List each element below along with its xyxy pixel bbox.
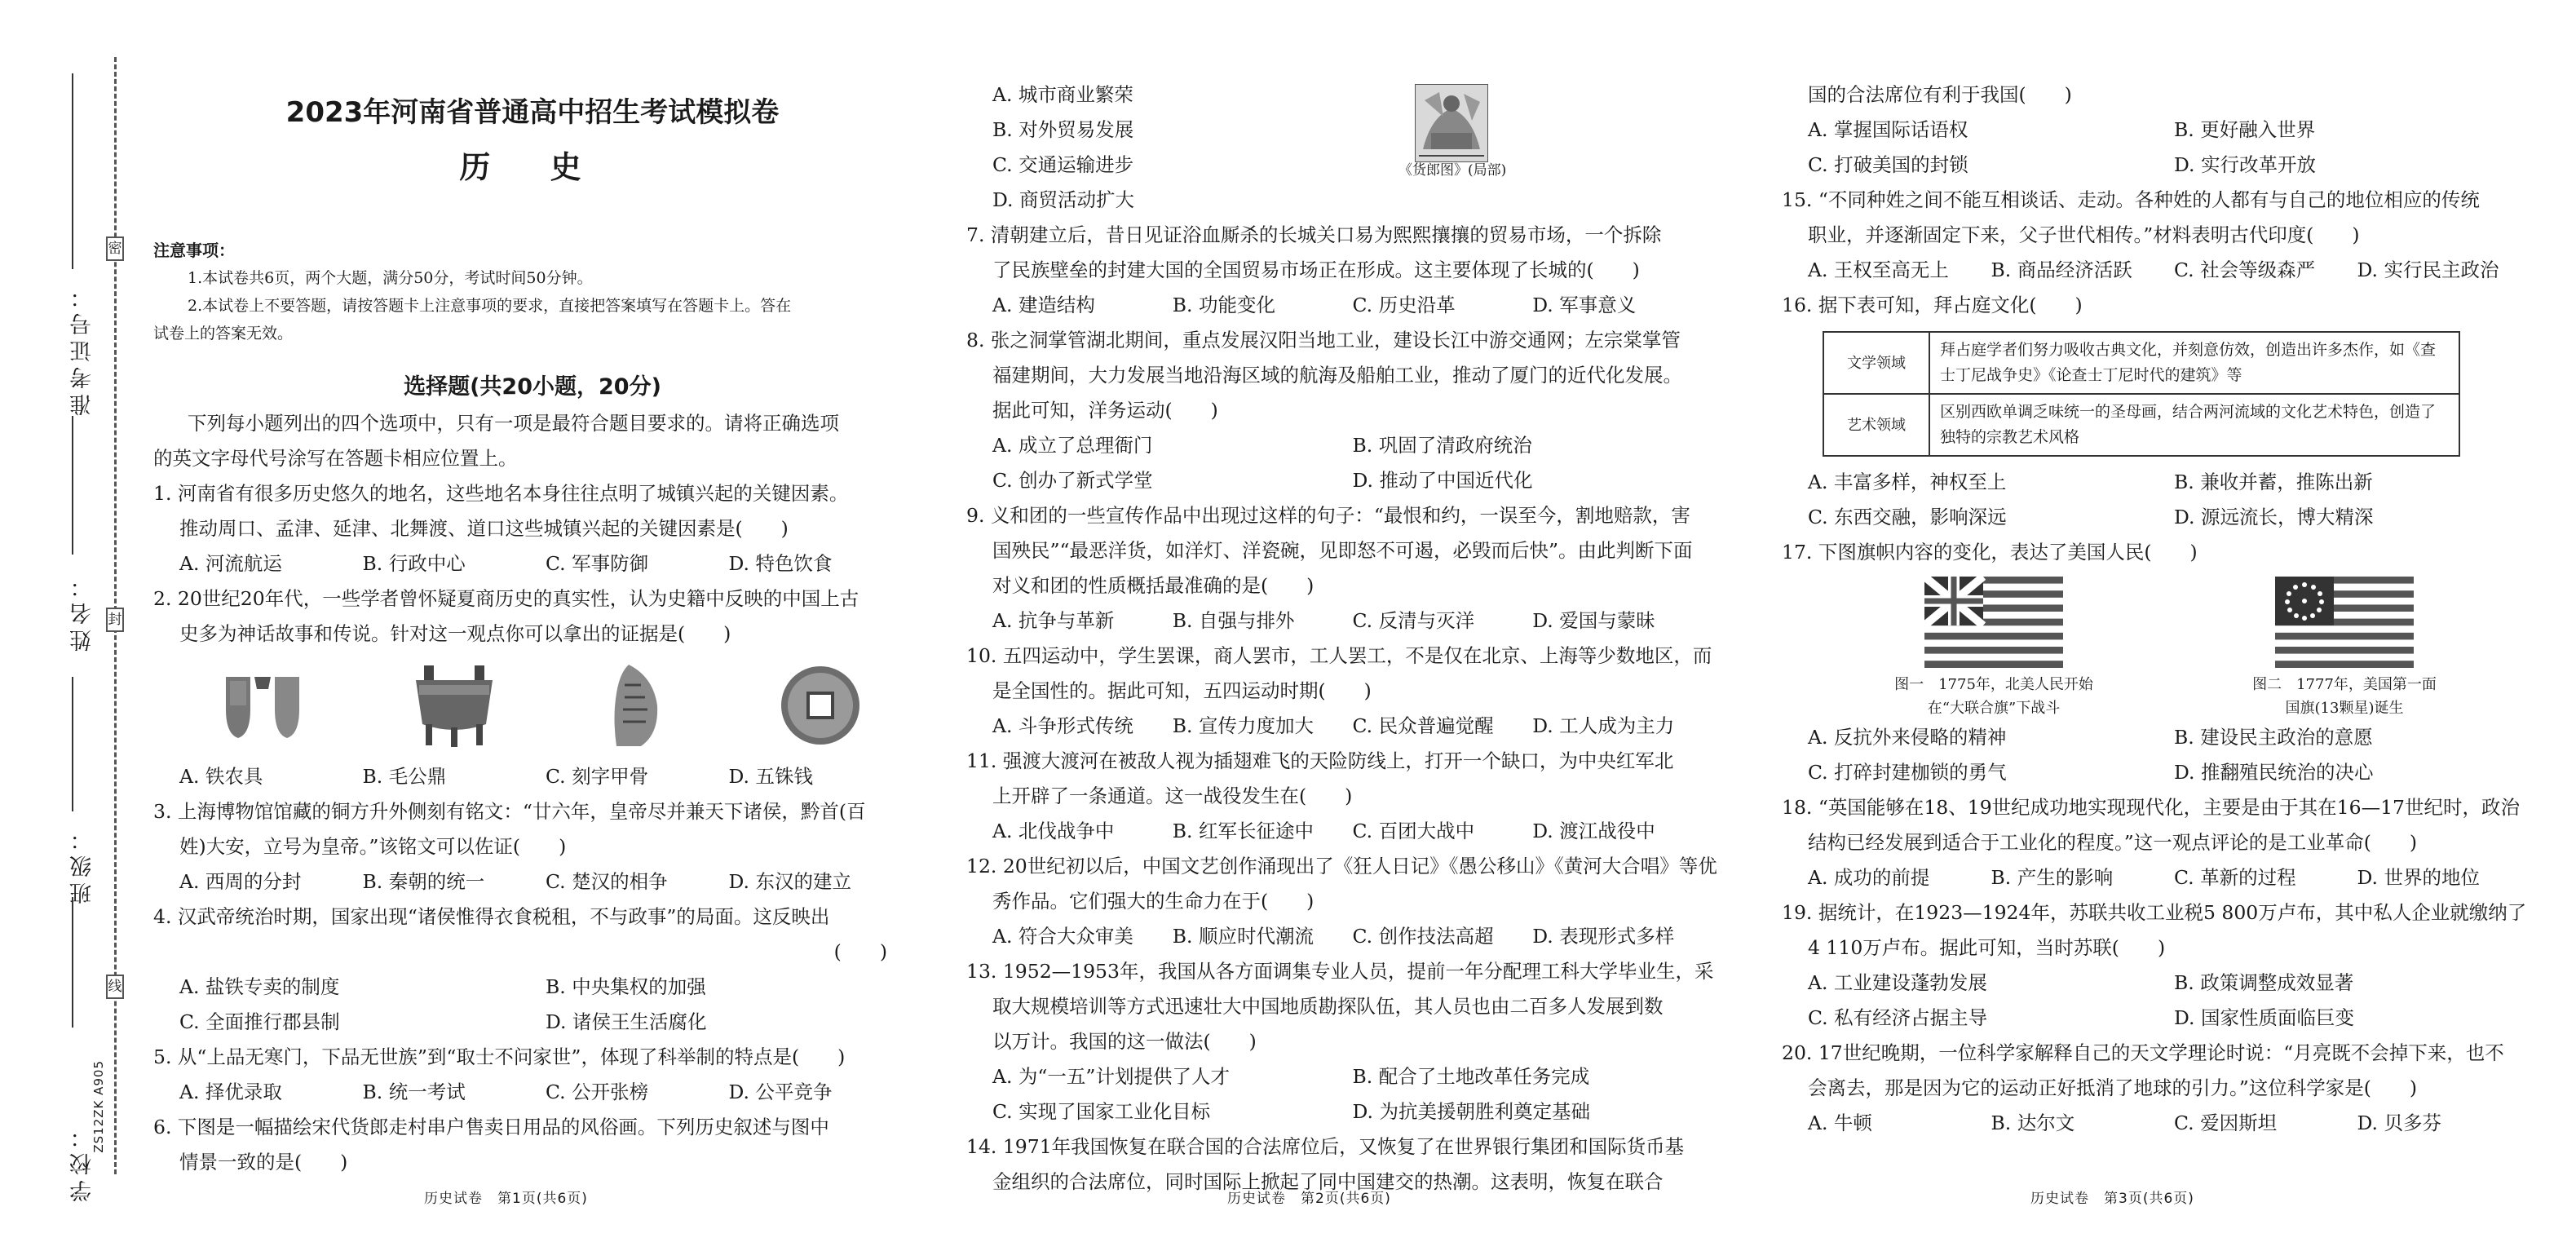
question-stem: 史多为神话故事和传说。针对这一观点你可以拿出的证据是( ) xyxy=(179,622,731,645)
question-9 xyxy=(966,498,1712,639)
option-b[interactable]: B. 毛公鼎 xyxy=(362,765,447,788)
option-a[interactable]: A. 抗争与革新 xyxy=(992,609,1115,632)
question-stem: 职业，并逐渐固定下来，父子世代相传。”材料表明古代印度( ) xyxy=(1808,223,2360,246)
figure-caption: 国旗(13颗星)诞生 xyxy=(2285,700,2404,717)
option-c[interactable]: C. 楚汉的相争 xyxy=(546,870,668,893)
byzantine-culture-table xyxy=(1823,331,2460,457)
option-b[interactable]: B. 中央集权的加强 xyxy=(546,975,706,998)
option-c[interactable]: C. 东西交融，影响深远 xyxy=(1808,506,2007,528)
exam-number-label: 准考证号： xyxy=(70,281,95,416)
option-d[interactable]: D. 商贸活动扩大 xyxy=(992,188,1134,211)
option-d[interactable]: D. 推动了中国近代化 xyxy=(1352,469,1533,492)
notice-item: 2.本试卷上不要答题，请按答题卡上注意事项的要求，直接把答案填写在答题卡上。答在 xyxy=(188,297,792,315)
question-stem: 19. 据统计，在1923—1924年，苏联共收工业税5 800万卢布，其中私人企业就缴纳了 xyxy=(1782,901,2527,924)
question-stem: 据此可知，洋务运动( ) xyxy=(992,399,1218,422)
question-stem: 2. 20世纪20年代，一些学者曾怀疑夏商历史的真实性，认为史籍中反映的中国上古 xyxy=(153,587,859,610)
question-stem: 国的合法席位有利于我国( ) xyxy=(1808,83,2072,106)
option-b[interactable]: B. 建设民主政治的意愿 xyxy=(2174,726,2373,749)
option-d[interactable]: D. 公平竞争 xyxy=(728,1081,833,1103)
question-11 xyxy=(966,744,1712,849)
option-a[interactable]: A. 铁农具 xyxy=(179,765,263,788)
figure-thirteen-star-flag xyxy=(2222,577,2467,720)
question-16 xyxy=(1782,288,2540,535)
option-a[interactable]: A. 盐铁专卖的制度 xyxy=(179,975,340,998)
question-stem: 11. 强渡大渡河在被敌人视为插翅难飞的天险防线上，打开一个缺口，为中央红军北 xyxy=(966,749,1674,772)
question-stem: 20. 17世纪晚期，一位科学家解释自己的天文学理论时说：“月亮既不会掉下来，也不 xyxy=(1782,1041,2504,1064)
instructions: 下列每小题列出的四个选项中，只有一项是最符合题目要求的。请将正确选项 xyxy=(188,412,839,435)
option-a[interactable]: A. 掌握国际话语权 xyxy=(1808,118,1968,141)
option-d[interactable]: D. 源远流长，博大精深 xyxy=(2174,506,2374,528)
school-label: 学校： xyxy=(70,1121,95,1202)
option-a[interactable]: A. 牛顿 xyxy=(1808,1112,1872,1134)
option-a[interactable]: A. 工业建设蓬勃发展 xyxy=(1808,971,1987,994)
option-b[interactable]: B. 兼收并蓄，推陈出新 xyxy=(2174,471,2373,493)
paper-code: ZS12ZK A905 xyxy=(91,1060,106,1153)
class-field[interactable] xyxy=(72,677,73,811)
option-b[interactable]: B. 红军长征途中 xyxy=(1172,820,1314,842)
question-stem: 8. 张之洞掌管湖北期间，重点发展汉阳当地工业，建设长江中游交通网；左宗棠掌管 xyxy=(966,329,1681,351)
option-a[interactable]: A. 河流航运 xyxy=(179,552,282,575)
instructions: 的英文字母代号涂写在答题卡相应位置上。 xyxy=(153,447,518,470)
question-stem: 14. 1971年我国恢复在联合国的合法席位后，又恢复了在世界银行集团和国际货币基 xyxy=(966,1135,1685,1158)
option-b[interactable]: B. 更好融入世界 xyxy=(2174,118,2316,141)
question-stem: 对义和团的性质概括最准确的是( ) xyxy=(992,574,1315,597)
question-stem: 16. 据下表可知，拜占庭文化( ) xyxy=(1782,294,2083,316)
option-c[interactable]: C. 反清与灭洋 xyxy=(1352,609,1475,632)
question-stem: 17. 下图旗帜内容的变化，表达了美国人民( ) xyxy=(1782,541,2198,564)
painting-caption: 《货郎图》(局部) xyxy=(1398,162,1507,179)
option-a[interactable]: A. 择优录取 xyxy=(179,1081,282,1103)
seal-marker-mi: 密 xyxy=(106,236,124,261)
question-stem: 结构已经发展到适合于工业化的程度。”这一观点评论的是工业革命( ) xyxy=(1808,831,2418,854)
option-a[interactable]: A. 城市商业繁荣 xyxy=(992,83,1133,106)
wuzhu-coin-image xyxy=(767,661,873,750)
option-a[interactable]: A. 北伐战争中 xyxy=(992,820,1115,842)
thirteen-star-flag-image xyxy=(2275,577,2414,668)
table-row xyxy=(1823,332,2459,394)
question-stem: 13. 1952—1953年，我国从各方面调集专业人员，提前一年分配理工科大学毕业生，采 xyxy=(966,960,1714,983)
option-d[interactable]: D. 诸侯王生活腐化 xyxy=(546,1010,707,1033)
question-stem: 4 110万卢布。据此可知，当时苏联( ) xyxy=(1808,936,2166,959)
option-c[interactable]: C. 交通运输进步 xyxy=(992,153,1134,176)
option-d[interactable]: D. 表现形式多样 xyxy=(1532,925,1675,948)
question-20 xyxy=(1782,1036,2540,1141)
option-d[interactable]: D. 为抗美援朝胜利奠定基础 xyxy=(1352,1100,1590,1123)
iron-tool-image xyxy=(218,661,324,750)
question-stem: 6. 下图是一幅描绘宋代货郎走村串户售卖日用品的风俗画。下列历史叙述与图中 xyxy=(153,1116,829,1138)
option-d[interactable]: D. 五铢钱 xyxy=(728,765,813,788)
option-c[interactable]: C. 爱因斯坦 xyxy=(2174,1112,2278,1134)
option-c[interactable]: C. 百团大战中 xyxy=(1352,820,1475,842)
option-b[interactable]: B. 行政中心 xyxy=(362,552,466,575)
name-label: 姓名： xyxy=(70,571,95,652)
question-stem: 国殃民”“最恶洋货，如洋灯、洋瓷碗，见即怒不可遏，必毁而后快”。由此判断下面 xyxy=(992,539,1693,562)
option-a[interactable]: A. 反抗外来侵略的精神 xyxy=(1808,726,2007,749)
option-b[interactable]: B. 秦朝的统一 xyxy=(362,870,485,893)
option-a[interactable]: A. 成功的前提 xyxy=(1808,866,1930,889)
option-c[interactable]: C. 刻字甲骨 xyxy=(546,765,649,788)
question-stem: 上开辟了一条通道。这一战役发生在( ) xyxy=(992,785,1353,807)
table-cell-key: 艺术领域 xyxy=(1823,394,1929,456)
question-8 xyxy=(966,323,1712,498)
page-3 xyxy=(1782,77,2540,1141)
option-c[interactable]: C. 私有经济占据主导 xyxy=(1808,1006,1988,1029)
question-stem: 会离去，那是因为它的运动正好抵消了地球的引力。”这位科学家是( ) xyxy=(1808,1076,2418,1099)
option-c[interactable]: C. 社会等级森严 xyxy=(2174,259,2316,281)
option-d[interactable]: D. 工人成为主力 xyxy=(1532,714,1675,737)
option-d[interactable]: D. 世界的地位 xyxy=(2357,866,2480,889)
exam-subject: 历 史 xyxy=(459,149,606,185)
bronze-ding-image xyxy=(401,661,507,750)
table-cell-value: 区别西欧单调乏味统一的圣母画，结合两河流域的文化艺术特色，创造了独特的宗教艺术风格 xyxy=(1929,394,2459,456)
option-c[interactable]: C. 全面推行郡县制 xyxy=(179,1010,340,1033)
option-b[interactable]: B. 对外贸易发展 xyxy=(992,118,1134,141)
option-b[interactable]: B. 产生的影响 xyxy=(1991,866,2114,889)
question-stem: 推动周口、孟津、延津、北舞渡、道口这些城镇兴起的关键因素是( ) xyxy=(179,517,789,540)
option-c[interactable]: C. 创办了新式学堂 xyxy=(992,469,1153,492)
question-stem: 了民族壁垒的封建大国的全国贸易市场正在形成。这主要体现了长城的( ) xyxy=(992,259,1640,281)
grand-union-flag-image xyxy=(1924,577,2063,668)
question-stem: 1. 河南省有很多历史悠久的地名，这些地名本身往往点明了城镇兴起的关键因素。 xyxy=(153,482,849,505)
option-c[interactable]: C. 革新的过程 xyxy=(2174,866,2296,889)
question-stem: 18. “英国能够在18、19世纪成功地实现现代化，主要是由于其在16—17世纪时，政治 xyxy=(1782,796,2520,819)
page-footer: 历史试卷 第3页(共6页) xyxy=(2030,1191,2194,1207)
question-stem: 15. “不同种姓之间不能互相谈话、走动。各种姓的人都有与自己的地位相应的传统 xyxy=(1782,188,2480,211)
option-c[interactable]: C. 民众普遍觉醒 xyxy=(1352,714,1494,737)
seal-marker-xian: 线 xyxy=(106,975,124,999)
option-b[interactable]: B. 配合了土地改革任务完成 xyxy=(1352,1065,1590,1088)
question-stem: 福建期间，大力发展当地沿海区域的航海及船舶工业，推动了厦门的近代化发展。 xyxy=(992,364,1682,387)
figure-grand-union-flag xyxy=(1871,577,2116,720)
question-4 xyxy=(153,899,912,1040)
answer-paren: ( ) xyxy=(833,940,887,963)
option-c[interactable]: C. 公开张榜 xyxy=(546,1081,649,1103)
question-12 xyxy=(966,849,1717,954)
option-d[interactable]: D. 贝多芬 xyxy=(2357,1112,2441,1134)
figure-caption: 在“大联合旗”下战斗 xyxy=(1927,700,2061,717)
question-10 xyxy=(966,639,1712,744)
option-a[interactable]: A. 建造结构 xyxy=(992,294,1095,316)
figure-caption: 图一 1775年，北美人民开始 xyxy=(1894,676,2093,693)
question-stem: 秀作品。它们强大的生命力在于( ) xyxy=(992,890,1315,913)
figure-caption: 图二 1777年，美国第一面 xyxy=(2252,676,2437,693)
question-stem: 5. 从“上品无寒门，下品无世族”到“取士不问家世”，体现了科举制的特点是( ) xyxy=(153,1045,846,1068)
option-d[interactable]: D. 渡江战役中 xyxy=(1532,820,1655,842)
table-cell-value: 拜占庭学者们努力吸收古典文化，并刻意仿效，创造出许多杰作，如《查士丁尼战争史》《论查士丁尼时代的建筑》等 xyxy=(1929,332,2459,394)
question-stem: 取大规模培训等方式迅速壮大中国地质勘探队伍，其人员也由二百多人发展到数 xyxy=(992,995,1664,1018)
question-15 xyxy=(1782,183,2540,288)
question-stem: 3. 上海博物馆馆藏的铜方升外侧刻有铭文：“廿六年，皇帝尽并兼天下诸侯，黔首(百 xyxy=(153,800,866,823)
flag-figures xyxy=(1782,577,2540,720)
question-7 xyxy=(966,218,1712,323)
option-b[interactable]: B. 顺应时代潮流 xyxy=(1172,925,1314,948)
question-13 xyxy=(966,954,1712,1129)
question-18 xyxy=(1782,790,2540,895)
option-d[interactable]: D. 军事意义 xyxy=(1532,294,1637,316)
question-stem: 是全国性的。据此可知，五四运动时期( ) xyxy=(992,679,1372,702)
option-a[interactable]: A. 斗争形式传统 xyxy=(992,714,1133,737)
question-19 xyxy=(1782,895,2540,1036)
page-1 xyxy=(153,77,912,1180)
page-footer: 历史试卷 第1页(共6页) xyxy=(424,1191,588,1207)
option-b[interactable]: B. 达尔文 xyxy=(1991,1112,2075,1134)
question-stem: 4. 汉武帝统治时期，国家出现“诸侯惟得衣食税租，不与政事”的局面。这反映出 xyxy=(153,905,830,928)
option-c[interactable]: C. 军事防御 xyxy=(546,552,649,575)
question-stem: 7. 清朝建立后，昔日见证浴血厮杀的长城关口易为熙熙攘攘的贸易市场，一个拆除 xyxy=(966,223,1662,246)
option-b[interactable]: B. 统一考试 xyxy=(362,1081,466,1103)
section-heading: 选择题(共20小题，20分) xyxy=(404,374,661,400)
table-row xyxy=(1823,394,2459,456)
option-c[interactable]: C. 历史沿革 xyxy=(1352,294,1456,316)
option-d[interactable]: D. 爱国与蒙昧 xyxy=(1532,609,1655,632)
question-17 xyxy=(1782,535,2540,790)
question-5 xyxy=(153,1040,912,1110)
class-label: 班级： xyxy=(70,824,95,904)
exam-number-field[interactable] xyxy=(72,73,73,269)
option-a[interactable]: A. 王权至高无上 xyxy=(1808,259,1949,281)
option-d[interactable]: D. 东汉的建立 xyxy=(728,870,851,893)
option-c[interactable]: C. 实现了国家工业化目标 xyxy=(992,1100,1211,1123)
question-6 xyxy=(153,1110,912,1180)
option-d[interactable]: D. 特色饮食 xyxy=(728,552,833,575)
notice-item: 1.本试卷共6页，两个大题，满分50分，考试时间50分钟。 xyxy=(188,269,593,287)
table-cell-key: 文学领域 xyxy=(1823,332,1929,394)
option-a[interactable]: A. 成立了总理衙门 xyxy=(992,434,1153,457)
question-stem: 情景一致的是( ) xyxy=(179,1151,348,1173)
artifact-images xyxy=(153,656,912,754)
seal-marker-feng: 封 xyxy=(106,608,124,632)
page-footer: 历史试卷 第2页(共6页) xyxy=(1227,1191,1391,1207)
notice-item: 试卷上的答案无效。 xyxy=(153,325,294,343)
option-d[interactable]: D. 实行改革开放 xyxy=(2174,153,2316,176)
option-a[interactable]: A. 丰富多样，神权至上 xyxy=(1808,471,2007,493)
option-a[interactable]: A. 符合大众审美 xyxy=(992,925,1133,948)
binding-strip xyxy=(0,0,135,1242)
option-b[interactable]: B. 功能变化 xyxy=(1172,294,1275,316)
option-a[interactable]: A. 为“一五”计划提供了人才 xyxy=(992,1065,1230,1088)
question-stem: 9. 义和团的一些宣传作品中出现过这样的句子：“最恨和约，一误至今，割地赔款，害 xyxy=(966,504,1690,527)
option-c[interactable]: C. 打碎封建枷锁的勇气 xyxy=(1808,761,2007,784)
question-stem: 10. 五四运动中，学生罢课，商人罢市，工人罢工，不是仅在北京、上海等少数地区，而 xyxy=(966,644,1712,667)
question-stem: 12. 20世纪初以后，中国文艺创作涌现出了《狂人日记》《愚公移山》《黄河大合唱》等优 xyxy=(966,855,1717,877)
option-b[interactable]: B. 商品经济活跃 xyxy=(1991,259,2132,281)
school-field[interactable] xyxy=(72,897,73,1028)
question-stem: 金组织的合法席位，同时国际上掀起了同中国建交的热潮。这表明，恢复在联合 xyxy=(992,1170,1664,1193)
name-field[interactable] xyxy=(72,416,73,555)
option-b[interactable]: B. 政策调整成效显著 xyxy=(2174,971,2354,994)
oracle-bone-image xyxy=(584,661,690,750)
option-d[interactable]: D. 推翻殖民统治的决心 xyxy=(2174,761,2374,784)
page-2 xyxy=(966,77,1717,1200)
question-2 xyxy=(153,581,912,794)
option-b[interactable]: B. 自强与排外 xyxy=(1172,609,1295,632)
question-stem: 以万计。我国的这一做法( ) xyxy=(992,1030,1257,1053)
option-d[interactable]: D. 国家性质面临巨变 xyxy=(2174,1006,2354,1029)
option-b[interactable]: B. 巩固了清政府统治 xyxy=(1352,434,1532,457)
question-stem: 姓)大安，立号为皇帝。”该铭文可以佐证( ) xyxy=(179,835,567,858)
notice-heading: 注意事项： xyxy=(153,241,235,260)
question-3 xyxy=(153,794,912,899)
option-d[interactable]: D. 实行民主政治 xyxy=(2357,259,2499,281)
option-c[interactable]: C. 打破美国的封锁 xyxy=(1808,153,1968,176)
exam-title: 2023年河南省普通高中招生考试模拟卷 xyxy=(285,96,780,129)
option-b[interactable]: B. 宣传力度加大 xyxy=(1172,714,1314,737)
option-a[interactable]: A. 西周的分封 xyxy=(179,870,302,893)
question-1 xyxy=(153,476,912,581)
option-c[interactable]: C. 创作技法高超 xyxy=(1352,925,1494,948)
